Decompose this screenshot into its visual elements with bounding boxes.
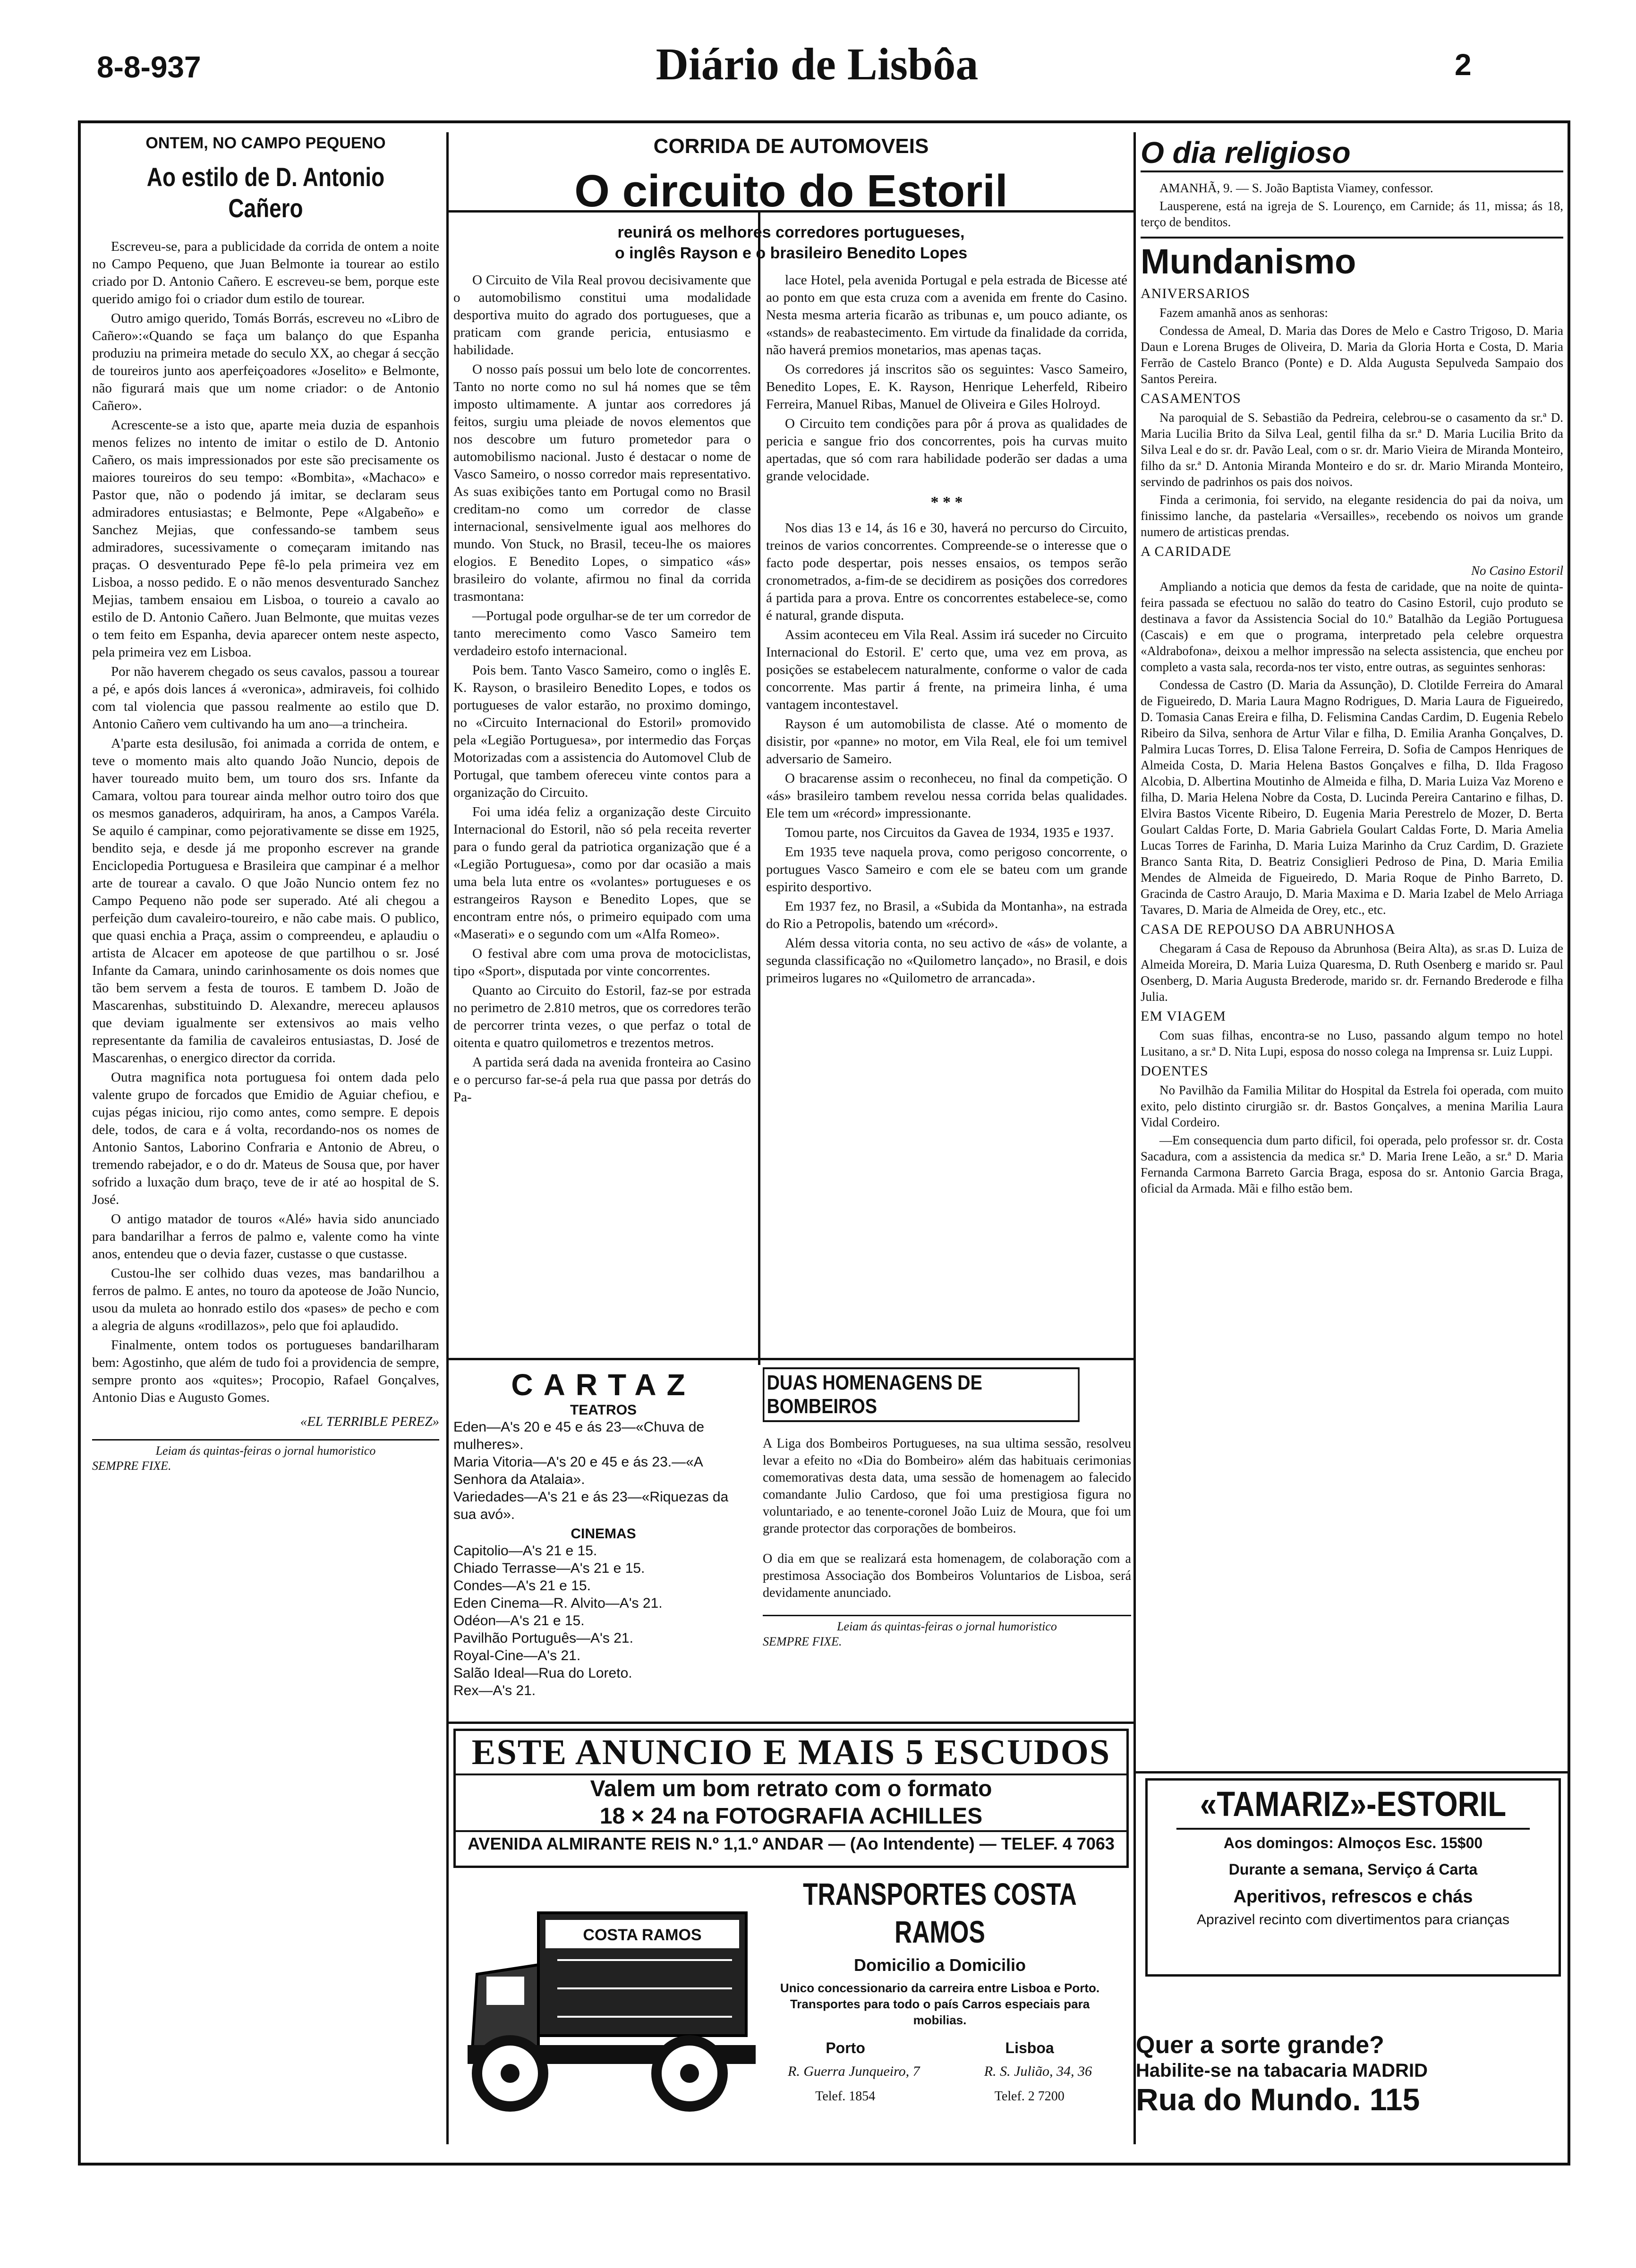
ad-tamariz-estoril <box>1145 1778 1561 1977</box>
paragraph: Maria Vitoria—A's 20 e 45 e ás 23.—«A Senhora da Atalaia». <box>453 1454 703 1487</box>
paragraph: Outra magnifica nota portuguesa foi ontem dada pelo valente grupo de forcados que Emidio de Aguiar chefiou, e cujas pégas iniciou, rijo como antes, como sempre. E depois dele, todos, de cara e á volta, recordando-nos os nomes de Antonio Santos, Laborino Confraria e Antonio de Abreu, o tremendo rabejador, e o do dr. Mateus de Sousa que, por haver sofrido a luxação dum braço, teve de ir até ao hospital de S. José. <box>92 1070 439 1207</box>
footnote-line: Leiam ás quintas-feiras o jornal humoristico <box>837 1620 1057 1633</box>
footnote-title: SEMPRE FIXE. <box>92 1459 171 1473</box>
article-body <box>766 272 1127 485</box>
paragraph: O nosso país possui um belo lote de concorrentes. Tanto no norte como no sul há nomes que se têm imposto ultimamente. A juntar aos corredores já feitos, surgiu uma pleiade de novos elementos que nos descobre um futuro prometedor para o automobilismo nacional. Justo é destacar o nome de Vasco Sameiro, o nosso corredor mais representativo. As suas exibições tanto em Portugal como no Brasil creditam-no como um corredor de classe internacional, sensivelmente igual aos melhores do mundo. Von Stuck, no Brasil, teceu-lhe os maiores elogios. E Benedito Lopes, o simpatico «ás» brasileiro do volante, afirmou no final da corrida trasmontana: <box>453 362 751 604</box>
paragraph: Pavilhão Português—A's 21. <box>453 1630 633 1646</box>
footnote <box>92 1439 439 1474</box>
paragraph: Custou-lhe ser colhido duas vezes, mas bandarilhou a ferros de palmo. E antes, no touro da apoteose de João Nuncio, usou da muleta ao honrado estilo dos «pases» de pecho e com a alegria de alguns «rodillazos», pelo que foi aplaudido. <box>92 1266 439 1333</box>
footnote-title: SEMPRE FIXE. <box>763 1635 842 1648</box>
ad-city: Lisboa <box>1005 2039 1054 2056</box>
ad-body: Unico concessionario da carreira entre Lisboa e Porto. Transportes para todo o país Carros especiais para mobilias. <box>780 1981 1100 2027</box>
ad-tabacaria-madrid <box>1136 2031 1566 2125</box>
paragraph: O festival abre com uma prova de motociclistas, tipo «Sport», disputada por vinte concorrentes. <box>453 946 751 979</box>
truck-illustration <box>458 1894 760 2135</box>
paragraph: —Em consequencia dum parto dificil, foi operada, pelo professor sr. dr. Costa Sacadura, com a assistencia da medica sr.ª D. Maria Irene Leão, a sr.ª D. Maria Fernanda Carmona Barreto Garcia Braga, esposa do sr. Antonio Garcia Braga, oficial da Armada. Mãi e filho estão bem. <box>1141 1133 1563 1195</box>
paragraph: Chegaram á Casa de Repouso da Abrunhosa (Beira Alta), as sr.as D. Luiza de Almeida Moreira, D. Maria Luiza Quaresma, D. Ruth Osenberg e marido sr. Paul Osenberg, D. Maria Augusta Brederode, marido sr. dr. Fernando Brederode e filha Julia. <box>1141 941 1563 1004</box>
ad-line: 18 × 24 na FOTOGRAFIA ACHILLES <box>599 1804 983 1829</box>
ad-line: Valem um bom retrato com o formato <box>590 1776 992 1801</box>
cartaz-box <box>453 1367 753 1717</box>
rule <box>1133 1771 1568 1773</box>
section-title: Mundanismo <box>1141 242 1356 281</box>
article-estoril-right <box>766 272 1127 1353</box>
article-kicker: ONTEM, NO CAMPO PEQUENO <box>145 135 386 152</box>
ad-line: Habilite-se na tabacaria MADRID <box>1136 2060 1428 2081</box>
paragraph: Assim aconteceu em Vila Real. Assim irá suceder no Circuito Internacional do Estoril. E' certo que, uma vez em prova, as posições se estabelecem naturalmente, conforme o valor de cada concorrente. Mas partir á frente, na primeira linha, é uma vantagem incontestavel. <box>766 627 1127 712</box>
article-signature: «EL TERRIBLE PEREZ» <box>300 1414 439 1429</box>
paragraph: Quanto ao Circuito do Estoril, faz-se por estrada no perimetro de 2.810 metros, que os corredores terão de percorrer trinta vezes, o que perfaz o total de oitenta e quatro quilometros e trezentos metros. <box>453 983 751 1050</box>
paragraph: Outro amigo querido, Tomás Borrás, escreveu no «Libro de Cañero»:«Quando se faça um balanço do que Espanha produziu na primeira metade do seculo XX, ao chegar á secção de toureiros junto aos aperfeiçoadores «Joselito» e Belmonte, não figurará mais que um nome criador: o de Antonio Cañero». <box>92 311 439 413</box>
paragraph: A'parte esta desilusão, foi animada a corrida de ontem, e teve o momento mais alto quando João Nuncio, depois de haver toureado muito bem, um touro dos srs. Infante da Camara, voltou para tourear ainda melhor outro toiro dos que os mesmos ganaderos, adquiriram, ha anos, a Campos Varéla. Se aquilo é campinar, como pejorativamente se disse em 1925, bendito seja, e desde já me proponho escrever na grande Enciclopedia Portuguesa e Brasileira que campinar é a melhor arte de tourear a cavalo. O que João Nuncio ontem fez no Campo Pequeno não pode ser superado. Até ali chegou a perfeição dum cavaleiro-toureiro, e não cabe mais. O publico, que quasi enchia a Praça, assim o compreendeu, e aplaudiu o artista de Alcacer em apoteose de que partilhou o sr. José Infante da Camara, unindo carinhosamente os dois nomes que tão bem servem a festa de touros. E tambem D. João de Mascarenhas, substituindo D. Alexandre, mereceu aplausos que deviam igualmente ser extensivos ao mais velho representante da familia de cavaleiros entusiastas, D. José de Mascarenhas, o energico director da corrida. <box>92 736 439 1066</box>
rule <box>446 1722 1133 1724</box>
ad-address: AVENIDA ALMIRANTE REIS N.º 1,1.º ANDAR — (Ao Intendente) — TELEF. 4 7063 <box>456 1830 1126 1856</box>
section-label: CASAMENTOS <box>1141 391 1241 406</box>
casamentos-body <box>1141 409 1563 540</box>
ad-line: Aperitivos, refrescos e chás <box>1233 1887 1473 1907</box>
bombeiros-article <box>763 1367 1131 1717</box>
paragraph: Royal-Cine—A's 21. <box>453 1648 581 1663</box>
paragraph: O Circuito tem condições para pôr á prova as qualidades de pericia e sangue frio dos concorrentes, pois ha curvas muito apertadas, que só com rara habilidade poderão ser dadas a uma grande velocidade. <box>766 416 1127 484</box>
paragraph: Chiado Terrasse—A's 21 e 15. <box>453 1560 645 1576</box>
article-estoril-left <box>453 272 751 1353</box>
paragraph: AMANHÃ, 9. — S. João Baptista Viamey, confessor. <box>1159 181 1433 195</box>
column-rule <box>1133 132 1136 2144</box>
cinemas-label: CINEMAS <box>571 1526 636 1542</box>
footnote <box>763 1615 1131 1649</box>
viagem-body <box>1141 1027 1563 1059</box>
ad-transportes-costa-ramos <box>453 1875 1129 2144</box>
ad-subtitle: Domicilio a Domicilio <box>853 1955 1026 1975</box>
column-rule <box>446 132 449 2144</box>
article-subhead <box>453 222 1129 264</box>
section-label: ANIVERSARIOS <box>1141 286 1251 301</box>
paragraph: A Liga dos Bombeiros Portugueses, na sua ultima sessão, resolveu levar a efeito no «Dia do Bombeiro» além das habituais cerimonias comemorativas desta data, uma sessão de homenagem ao falecido comandante Julio Cardoso, que foi uma prestigiosa figura no voluntariado, e ao tenente-coronel João Luiz de Moura, que foi um grande protector das corporações de bombeiros. <box>763 1436 1131 1536</box>
paragraph: Em 1937 fez, no Brasil, a «Subida da Montanha», na estrada do Rio a Petropolis, batendo um «récord». <box>766 899 1127 931</box>
paragraph: lace Hotel, pela avenida Portugal e pela estrada de Bicesse até ao ponto em que esta cruza com a avenida em frente do Casino. Nesta mesma arteria ficarão as tribunas e, um pouco adiante, os «stands» de reabastecimento. Em virtude da finalidade da corrida, não haverá premios monetarios, mas apenas taças. <box>766 273 1127 358</box>
section-title: O dia religioso <box>1141 135 1563 172</box>
ad-address: R. S. Julião, 34, 36 <box>984 2063 1092 2079</box>
article-body <box>766 520 1127 987</box>
separator: * * * <box>930 494 963 511</box>
aniversarios-body <box>1141 305 1563 387</box>
paragraph: Finda a cerimonia, foi servido, na elegante residencia do pai da noiva, um finissimo lanche, da pastelaria «Versailles», recebendo os noivos um grande numero de artisticas prendas. <box>1141 493 1563 539</box>
paragraph: No Pavilhão da Familia Militar do Hospital da Estrela foi operada, com muito exito, pelo distinto cirurgião sr. dr. Bastos Gonçalves, a menina Marilia Laura Vidal Cordeiro. <box>1141 1083 1563 1129</box>
rule <box>446 1358 1133 1360</box>
paragraph: A partida será dada na avenida fronteira ao Casino e o percurso far-se-á pela rua que passa por detrás do Pa- <box>453 1055 751 1105</box>
paragraph: Ampliando a noticia que demos da festa de caridade, que na noite de quinta-feira passada se efectuou no salão do teatro do Casino Estoril, cujo produto se destinava a favor da Assistencia Social do 10.º Batalhão da Legião Portuguesa (Cascais) e em que o programa, interpretado pela celebre orquestra «Aldrabofona», deixou a melhor impressão na selecta assistencia, que encheu por completo a vasta sala, recorda-nos ter visto, entre outras, as seguintes senhoras: <box>1141 580 1563 674</box>
paragraph: O bracarense assim o reconheceu, no final da competição. O «ás» brasileiro tambem revelou nessa corrida belas qualidades. Ele tem um «récord» impressionante. <box>766 771 1127 821</box>
ad-headline: TRANSPORTES COSTA RAMOS <box>803 1876 1077 1949</box>
teatros-list <box>453 1418 753 1523</box>
paragraph: Capitolio—A's 21 e 15. <box>453 1543 597 1559</box>
subhead-line: reunirá os melhores corredores portugueses, <box>617 223 965 241</box>
paragraph: Os corredores já inscritos são os seguintes: Vasco Sameiro, Benedito Lopes, E. K. Rayson, Henrique Leherfeld, Ribeiro Ferreira, Manuel Ribas, Manuel de Oliveira e Giles Holroyd. <box>766 362 1127 412</box>
svg-text:COSTA RAMOS: COSTA RAMOS <box>583 1926 702 1944</box>
paragraph: —Portugal pode orgulhar-se de ter um corredor de tanto merecimento como Vasco Sameiro tem verdadeiro estofo internacional. <box>453 608 751 658</box>
paragraph: Rayson é um automobilista de classe. Até o momento de disistir, por «panne» no motor, em Vila Real, ele foi um temivel adversario de Sameiro. <box>766 716 1127 767</box>
ad-line: Quer a sorte grande? <box>1136 2031 1384 2059</box>
article-headline: O circuito do Estoril <box>574 166 1008 216</box>
paragraph: Pois bem. Tanto Vasco Sameiro, como o inglês E. K. Rayson, o brasileiro Benedito Lopes, e todos os portugueses de valor estarão, no proximo domingo, no «Circuito Internacional do Estoril» promovido pela «Legião Portuguesa», por intermedio das Forças Motorizadas com a assistencia do Automovel Club de Portugal, que tambem ofereceu vinte contos para a organização do Circuito. <box>453 663 751 800</box>
religioso-body <box>1141 180 1563 230</box>
masthead <box>0 0 1636 123</box>
ad-headline: ESTE ANUNCIO E MAIS 5 ESCUDOS <box>456 1731 1126 1775</box>
ad-address: R. Guerra Junqueiro, 7 <box>788 2063 920 2079</box>
column-rule <box>758 213 760 1365</box>
paragraph: Eden—A's 20 e 45 e ás 23—«Chuva de mulheres». <box>453 1419 705 1452</box>
page-number: 2 <box>1455 48 1472 82</box>
section-label: EM VIAGEM <box>1141 1008 1226 1024</box>
paragraph: O dia em que se realizará esta homenagem, de colaboração com a prestimosa Associação dos Bombeiros Voluntarios de Lisboa, será devidamente anunciado. <box>763 1552 1131 1600</box>
paragraph: Tomou parte, nos Circuitos da Gavea de 1934, 1935 e 1937. <box>785 825 1114 840</box>
section-sublabel: No Casino Estoril <box>1471 563 1563 578</box>
article-body <box>92 238 439 1407</box>
paragraph: Variedades—A's 21 e ás 23—«Riquezas da sua avó». <box>453 1489 729 1522</box>
ad-line: Rua do Mundo. 115 <box>1136 2082 1420 2117</box>
ad-phone: Telef. 1854 <box>815 2089 876 2104</box>
ad-line: Aos domingos: Almoços Esc. 15$00 <box>1223 1834 1483 1851</box>
ad-city: Porto <box>826 2039 865 2056</box>
paragraph: Nos dias 13 e 14, ás 16 e 30, haverá no percurso do Circuito, treinos de varios concorrentes. Compreende-se o interesse que o facto pode despertar, pois nesses ensaios, os tempos serão cronometrados, a-fim-de se decidirem as posições dos corredores á partida para a prova. Entre os concorrentes estabelece-se, como é natural, grande disputa. <box>766 520 1127 623</box>
paragraph: O antigo matador de touros «Alé» havia sido anunciado para bandarilhar a ferros de palmo e, valente como ha vinte anos, entendeu que o devia fazer, custasse o que custasse. <box>92 1211 439 1262</box>
paragraph: O Circuito de Vila Real provou decisivamente que o automobilismo constitui uma modalidade desportiva muito do agrado dos portugueses, que a praticam com grande pericia, entusiasmo e habilidade. <box>453 273 751 358</box>
paragraph: Com suas filhas, encontra-se no Luso, passando algum tempo no hotel Lusitano, a sr.ª D. Nita Lupi, esposa do nosso colega na Imprensa sr. Luiz Luppi. <box>1141 1028 1563 1058</box>
section-label: DOENTES <box>1141 1063 1209 1079</box>
paragraph: Na paroquial de S. Sebastião da Pedreira, celebrou-se o casamento da sr.ª D. Maria Lucilia Brito da Silva Leal, gentil filha da sr.ª D. Maria Lucilia Brito da Silva Leal e do sr. dr. Pavão Leal, com o sr. dr. Mario Vieira de Miranda Monteiro, filho da sr.ª D. Antonia Miranda Monteiro e do sr. dr. Mario Miranda Monteiro, servindo de padrinhos os pais dos noivos. <box>1141 410 1563 489</box>
column-social <box>1141 135 1563 1764</box>
paragraph: Finalmente, ontem todos os portugueses bandarilharam bem: Agostinho, que além de tudo foi a providencia de sempre, sempre pronto aos «quites»; Procopio, Rafael Gonçalves, Antonio Dias e Augusto Gomes. <box>92 1338 439 1405</box>
paragraph: Eden Cinema—R. Alvito—A's 21. <box>453 1595 663 1611</box>
cartaz-title: CARTAZ <box>511 1368 696 1402</box>
paragraph: Foi uma idéa feliz a organização deste Circuito Internacional do Estoril, não só pela receita reverter para o fundo geral da patriotica organização que é a «Legião Portuguesa», como por dar ocasião a mais uma bela luta entre os «volantes» portugueses e os estrangeiros Rayson e Benedito Lopes, que se encontram entre nós, o primeiro equipado com uma «Maserati» e o segundo com um «Alfa Romeo». <box>453 804 751 942</box>
paragraph: Lausperene, está na igreja de S. Lourenço, em Carnide; ás 11, missa; ás 18, terço de benditos. <box>1141 199 1563 229</box>
section-label: CASA DE REPOUSO DA ABRUNHOSA <box>1141 921 1396 937</box>
paragraph: Odéon—A's 21 e 15. <box>453 1613 585 1629</box>
paragraph: Em 1935 teve naquela prova, como perigoso concorrente, o portugues Vasco Sameiro e com ele se bateu com um grande espirito desportivo. <box>766 844 1127 895</box>
ad-headline: «TAMARIZ»-ESTORIL <box>1176 1781 1530 1830</box>
paragraph: Escreveu-se, para a publicidade da corrida de ontem a noite no Campo Pequeno, que Juan Belmonte ia tourear ao estilo criado por D. Antonio Cañero. E escreveu-se bem, porque este querido amigo foi o criador dum estilo de tourear. <box>92 239 439 307</box>
paragraph: Condes—A's 21 e 15. <box>453 1578 591 1594</box>
paragraph: Fazem amanhã anos as senhoras: <box>1159 306 1328 320</box>
paragraph: Rex—A's 21. <box>453 1683 536 1698</box>
abrunhosa-body <box>1141 940 1563 1005</box>
ad-line: Aprazivel recinto com divertimentos para crianças <box>1197 1912 1509 1927</box>
paragraph: Além dessa vitoria conta, no seu activo de «ás» de volante, a segunda classificação no «Quilometro lançado», no Brasil, e dois primeiros lugares no «Quilometro de arrancada». <box>766 936 1127 986</box>
paragraph: Condessa de Ameal, D. Maria das Dores de Melo e Castro Trigoso, D. Maria Daun e Lorena Bruges de Oliveira, D. Maria da Gloria Horta e Costa, D. Maria Ferrão de Castelo Branco (Ponte) e D. Alda Augusta Sepulveda Sampaio dos Santos Pereira. <box>1141 324 1563 386</box>
article-kicker: CORRIDA DE AUTOMOVEIS <box>653 135 929 158</box>
teatros-label: TEATROS <box>570 1402 637 1418</box>
ad-phone: Telef. 2 7200 <box>994 2089 1065 2104</box>
caridade-body <box>1141 579 1563 918</box>
doentes-body <box>1141 1082 1563 1196</box>
paragraph: Condessa de Castro (D. Maria da Assunção), D. Clotilde Ferreira do Amaral de Figueiredo, D. Maria Laura Magno Rodrigues, D. Maria Laura de Figueiredo, D. Tomasia Canas Ereira e filha, D. Felismina Candas Cardim, D. Eugenia Rebelo Ribeiro da Silva, senhora de Artur Vilar e filha, D. Emilia Aranha Gonçalves, D. Palmira Lucas Torres, D. Elisa Talone Ferreira, D. Sofia de Campos Henriques de Almeida Costa, D. Maria Helena Bastos Gonçalves e filha, D. Ilda Fragoso Alcobia, D. Albertina Moutinho de Almeida e filha, D. Maria Luiza Vaz Moreno e filha, D. Maria Helena Nobre da Costa, D. Lucinda Pereira Cantarino e filhas, D. Elvira Bastos Vicente Ribeiro, D. Eugenia Maria Perestrelo de Mozer, D. Berta Goulart Caldas Forte, D. Maria Gabriela Goulart Caldas Forte, D. Maria Amelia Lucas Torres de Farinha, D. Maria Luiza Marinho da Cruz Cardim, D. Graziete Branco Santa Rita, D. Beatriz Consiglieri Pedroso de Pina, D. Maria Emilia Mendes de Almeida de Figueiredo, D. Maria Roque de Pinho Barreto, D. Gracinda de Castro Araujo, D. Maria Maxima e D. Maria Izabel de Melo Arriaga Tavares, D. Maria de Almeida de Orey, etc., etc. <box>1141 678 1563 917</box>
article-canero <box>92 135 439 2151</box>
paragraph: Salão Ideal—Rua do Loreto. <box>453 1665 632 1681</box>
paragraph: Por não haverem chegado os seus cavalos, passou a tourear a pé, e após dois lances á «veronica», admiraveis, foi colhido com tal violencia que passou realmente ao estilo que D. Antonio Cañero vem cultivando ha um ano—a trincheira. <box>92 664 439 732</box>
footnote-line: Leiam ás quintas-feiras o jornal humoristico <box>155 1444 376 1458</box>
subhead-line: o inglês Rayson e o brasileiro Benedito Lopes <box>614 244 968 262</box>
bombeiros-headline: DUAS HOMENAGENS DE BOMBEIROS <box>763 1367 1080 1422</box>
ad-line: Durante a semana, Serviço á Carta <box>1228 1861 1478 1878</box>
paragraph: Acrescente-se a isto que, aparte meia duzia de espanhois menos felizes no intento de imitar o estilo de D. Antonio Cañero, os mais impressionados por este são precisamente os maiores toureiros do seu tempo: «Bombita», «Machaco» e Pastor que, não o podendo já imitar, se declaram seus admiradores entusiastas; e Belmonte, Pepe «Algabeño» e Sanchez Mejias, que confessando-se tambem seus admiradores, sucessivamente o começaram imitando nas praças. O desventurado Pepe fê-lo pela primeira vez em Lisboa, a nosso pedido. E o não menos desventurado Sanchez Mejias, tambem ensaiou em Lisboa, o toureio a cavalo ao estilo de D. Antonio Cañero. Juan Belmonte, que muitas vezes o tem feito em Espanha, devia aparecer ontem neste aspecto, pela primeira vez em Lisboa. <box>92 418 439 660</box>
newspaper-title: Diário de Lisbôa <box>656 39 979 89</box>
article-headline: Ao estilo de D. Antonio Cañero <box>146 162 385 223</box>
issue-date: 8-8-937 <box>97 50 201 84</box>
ad-fotografia-achilles <box>453 1729 1129 1868</box>
cinemas-list <box>453 1542 753 1699</box>
article-body <box>763 1435 1131 1602</box>
section-label: A CARIDADE <box>1141 544 1232 559</box>
